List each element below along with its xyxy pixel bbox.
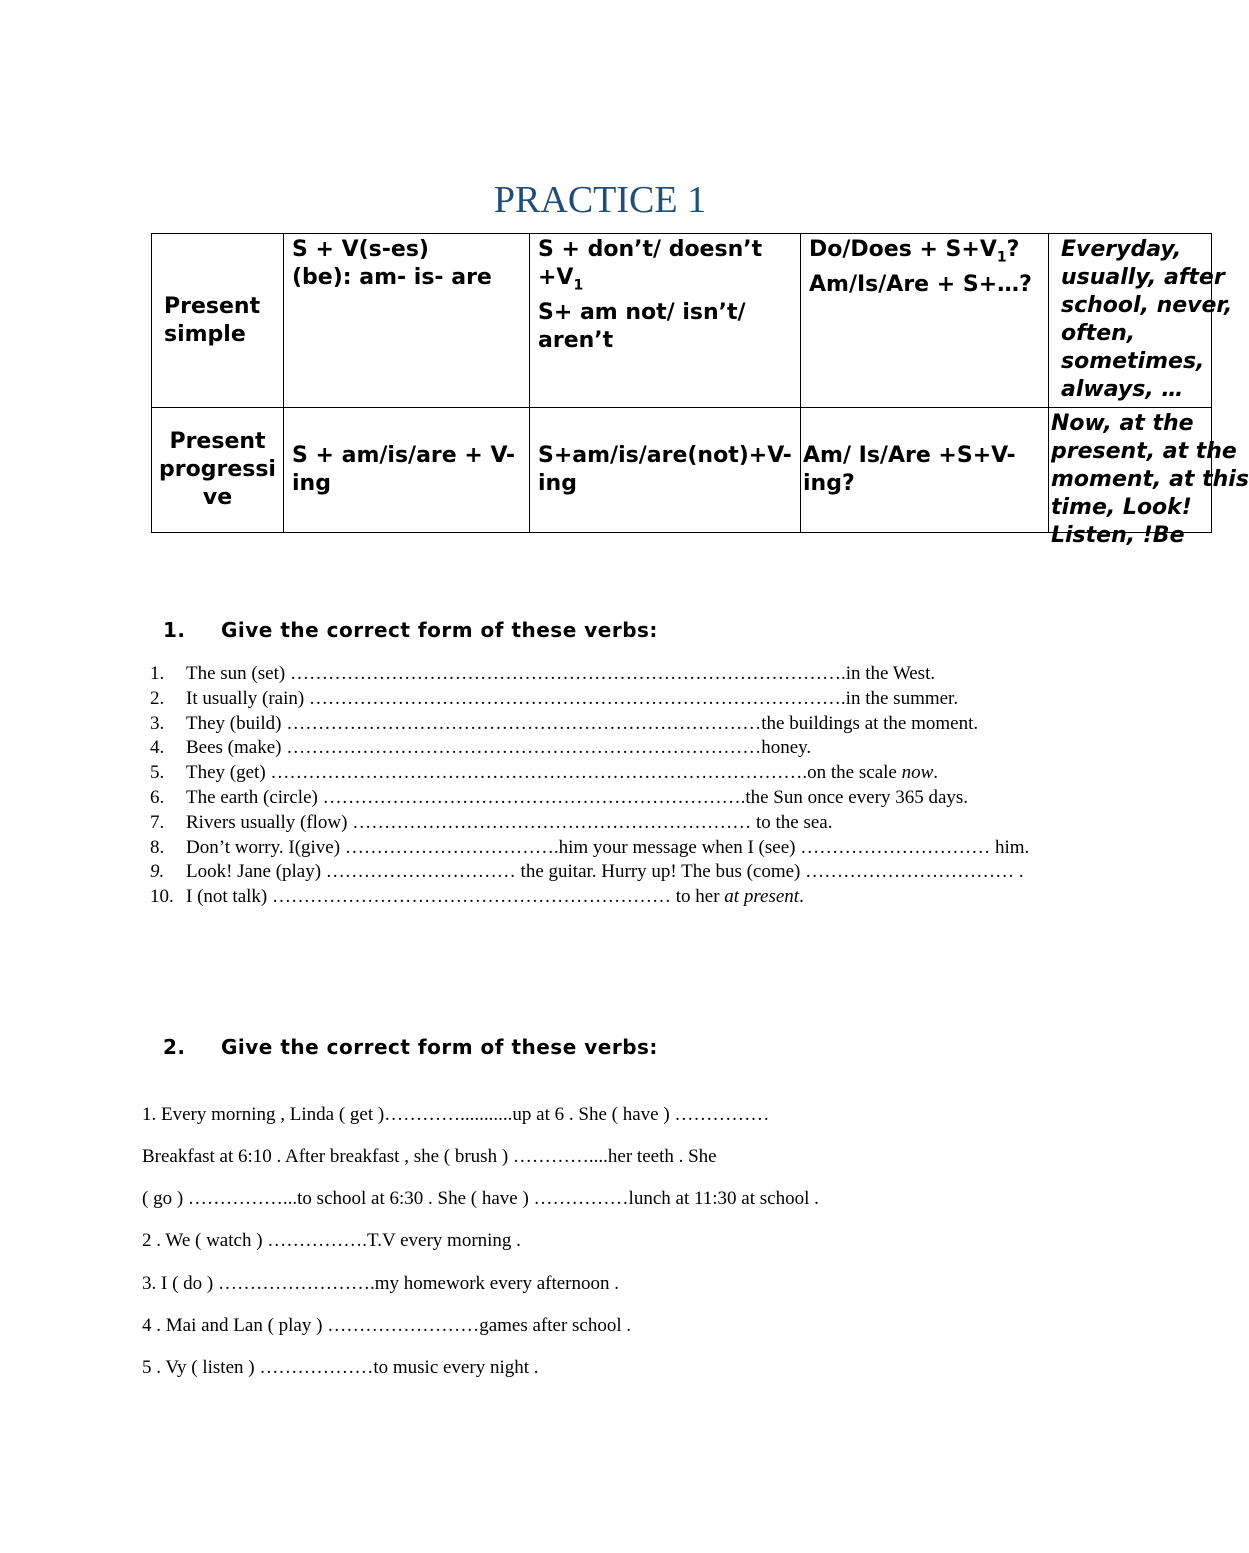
item-text: The sun (set) …………………………………………………………………………….in the West. (186, 663, 936, 684)
tense-table (151, 233, 1249, 548)
affirmative-line: ing (292, 471, 331, 496)
list-item (150, 712, 1060, 737)
question-line: Do/Does + $S+V_1$? (809, 237, 1020, 266)
list-item (150, 662, 1060, 687)
negative-line: ing (538, 471, 577, 496)
question-cell (801, 234, 1049, 408)
item-number: 2. (150, 687, 165, 709)
question-line: Am/ Is/Are +S+V- (803, 443, 1016, 468)
negative-line: $+V_1$ (538, 265, 584, 294)
affirmative-line: (be): am- is- are (292, 265, 492, 290)
negative-cell (530, 234, 801, 408)
affirmative-line: S + V(s-es) (292, 237, 429, 262)
signal-word-line: Everyday, (1061, 237, 1182, 262)
item-text: They (get) ………………………………………………………………………….on the scale now. (186, 762, 939, 784)
exercise-2-line: ( go ) ……………...to school at 6:30 . She ( have ) ……………lunch at 11:30 at school . (142, 1188, 819, 1209)
list-item (150, 786, 1060, 811)
item-text: Rivers usually (flow) ……………………………………………………… to the sea. (186, 811, 833, 833)
item-number: 1. (150, 663, 165, 684)
exercise-2-line: 3. I ( do ) …………………….my homework every afternoon . (142, 1273, 620, 1294)
negative-line: aren’t (538, 328, 614, 354)
affirmative-cell (284, 234, 530, 408)
table-row-present-simple (152, 234, 1212, 408)
list-item (150, 885, 1060, 910)
affirmative-cell (284, 408, 530, 533)
item-number: 3. (150, 712, 165, 734)
item-text: Look! Jane (play) ………………………… the guitar. Hurry up! The bus (come) …………………………… . (186, 861, 1024, 883)
signal-word-line: always, … (1061, 377, 1184, 402)
signal-word-line: school, never, (1061, 293, 1233, 318)
signal-word-line: sometimes, (1061, 349, 1205, 374)
item-text: The earth (circle) ………………………………………………………….the Sun once every 365 days. (186, 786, 969, 808)
signal-word-line: present, at the (1051, 439, 1237, 464)
item-text: I (not talk) ……………………………………………………… to her at present. (186, 886, 804, 908)
signal-word-line: Listen, !Be (1051, 523, 1185, 548)
section-2-heading (163, 1035, 658, 1059)
question-cell (801, 408, 1049, 533)
exercise-2-line: Breakfast at 6:10 . After breakfast , she ( brush ) …………....her teeth . She (142, 1146, 717, 1167)
signal-word-line: moment, at this (1051, 467, 1249, 492)
list-item (150, 736, 1060, 761)
negative-cell (530, 408, 801, 533)
section-1-heading (163, 618, 658, 642)
exercise-2-line: 4 . Mai and Lan ( play ) ……………………games after school . (142, 1315, 632, 1336)
item-number: 7. (150, 811, 165, 833)
section-title: Give the correct form of these verbs: (221, 618, 658, 642)
section-number: 1. (163, 618, 186, 642)
item-text: It usually (rain) ………………………………………………………………………….in the summer. (186, 687, 959, 709)
signal-word-line: often, (1061, 321, 1136, 346)
negative-line: S + don’t/ doesn’t (538, 237, 763, 262)
question-line: ing? (803, 471, 855, 496)
tense-name: progressi (159, 457, 276, 482)
list-item (150, 811, 1060, 836)
item-number: 5. (150, 762, 165, 784)
tense-name: Present simple (164, 293, 261, 347)
item-number: 8. (150, 836, 165, 858)
page-title: PRACTICE 1 (493, 179, 707, 221)
tense-name: Present (169, 429, 266, 454)
list-item (150, 761, 1060, 786)
signal-words-cell (1049, 408, 1249, 548)
table-row-present-progressive (152, 408, 1212, 533)
item-number: 9. (150, 861, 165, 883)
exercise-2-line: 1. Every morning , Linda ( get )…………...........up at 6 . She ( have ) …………… (142, 1104, 770, 1125)
item-number: 4. (150, 737, 165, 759)
negative-line: S+ am not/ isn’t/ (538, 300, 746, 326)
section-number: 2. (163, 1035, 186, 1059)
tense-name: ve (202, 485, 233, 510)
item-number: 10. (150, 886, 174, 908)
signal-word-line: Now, at the (1051, 411, 1194, 436)
exercise-2-line: 5 . Vy ( listen ) ………………to music every night . (142, 1357, 539, 1378)
signal-word-line: time, Look! (1051, 495, 1192, 520)
signal-word-line: usually, after (1061, 265, 1225, 290)
item-text: They (build) …………………………………………………………………the buildings at the moment. (186, 712, 979, 734)
negative-line: S+am/is/are(not)+V- (538, 443, 792, 468)
list-item (150, 860, 1060, 885)
list-item (150, 836, 1060, 861)
tense-name-cell (152, 408, 284, 533)
affirmative-line: S + am/is/are + V- (292, 443, 515, 468)
item-text: Don’t worry. I(give) …………………………….him your message when I (see) ………………………… him. (186, 836, 1030, 858)
exercise-2-line: 2 . We ( watch ) …………….T.V every morning . (142, 1230, 521, 1251)
signal-words-cell (1049, 234, 1233, 408)
exercise-1-list (150, 662, 1060, 910)
tense-name-cell (152, 234, 284, 408)
list-item (150, 687, 1060, 712)
item-text: Bees (make) …………………………………………………………………honey. (186, 737, 812, 759)
section-title: Give the correct form of these verbs: (221, 1035, 658, 1059)
item-number: 6. (150, 786, 165, 808)
question-line: Am/Is/Are + S+…? (809, 272, 1032, 298)
